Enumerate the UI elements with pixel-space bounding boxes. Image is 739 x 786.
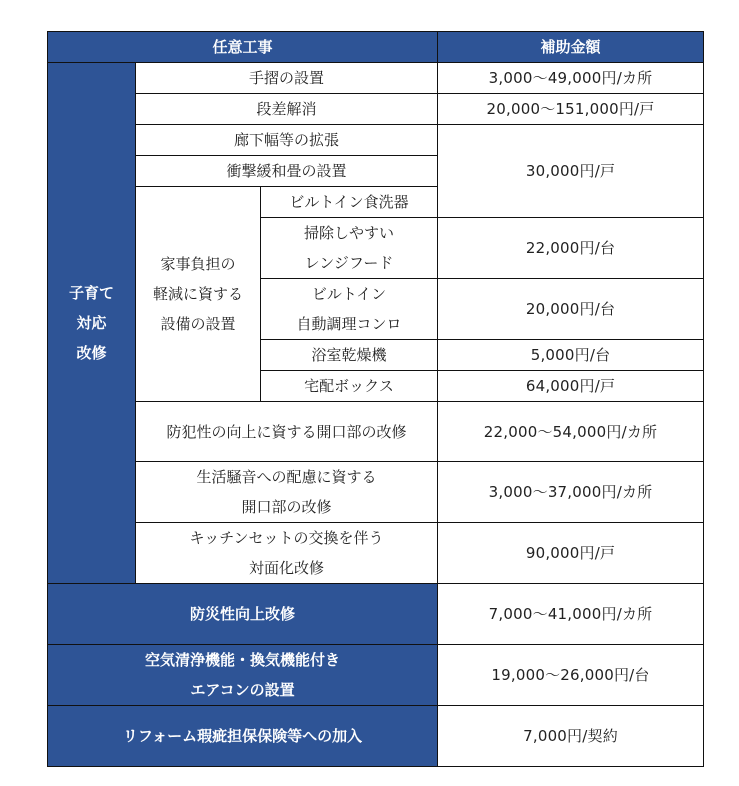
group-line: 家事負担の	[160, 255, 236, 273]
item-stove	[261, 279, 438, 340]
table-row	[48, 645, 704, 706]
header-amount: 補助金額	[438, 32, 704, 63]
table-row	[48, 584, 704, 645]
amount-insurance: 7,000円/契約	[438, 706, 704, 767]
table-header-row	[48, 32, 704, 63]
label-line: エアコンの設置	[190, 681, 295, 699]
amount-stove: 20,000円/台	[438, 279, 704, 340]
table-row	[48, 462, 704, 523]
label-line: 掃除しやすい	[304, 224, 395, 242]
group-line: 軽減に資する	[152, 285, 243, 303]
amount-shared-30000: 30,000円/戸	[438, 125, 704, 218]
category-line: 改修	[76, 344, 107, 362]
label-line: 空気清浄機能・換気機能付き	[145, 651, 341, 669]
label-line: 自動調理コンロ	[296, 315, 402, 333]
item-corridor: 廊下幅等の拡張	[136, 125, 438, 156]
table-row	[48, 125, 704, 156]
label-line: キッチンセットの交換を伴う	[189, 529, 384, 547]
category-aircon	[48, 645, 438, 706]
item-dryer: 浴室乾燥機	[261, 340, 438, 371]
amount-dryer: 5,000円/台	[438, 340, 704, 371]
amount-disaster: 7,000～41,000円/カ所	[438, 584, 704, 645]
amount-handrail: 3,000～49,000円/カ所	[438, 63, 704, 94]
item-rangehood	[261, 218, 438, 279]
item-handrail: 手摺の設置	[136, 63, 438, 94]
label-line: ビルトイン	[311, 285, 387, 303]
table-row	[48, 523, 704, 584]
category-child-renovation	[48, 63, 136, 584]
subsidy-table	[47, 31, 704, 767]
category-line: 対応	[76, 314, 107, 332]
item-dishwasher: ビルトイン食洗器	[261, 187, 438, 218]
amount-aircon: 19,000～26,000円/台	[438, 645, 704, 706]
label-line: レンジフード	[304, 254, 394, 272]
label-line: 対面化改修	[249, 559, 325, 577]
category-line: 子育て	[68, 284, 114, 302]
table-row	[48, 706, 704, 767]
label-line: 生活騒音への配慮に資する	[196, 468, 377, 486]
header-work: 任意工事	[48, 32, 438, 63]
table-row	[48, 402, 704, 462]
amount-crime-prevention: 22,000～54,000円/カ所	[438, 402, 704, 462]
table-row	[48, 94, 704, 125]
item-crime-prevention: 防犯性の向上に資する開口部の改修	[136, 402, 438, 462]
amount-step: 20,000～151,000円/戸	[438, 94, 704, 125]
group-housework	[136, 187, 261, 402]
item-step: 段差解消	[136, 94, 438, 125]
item-kitchen	[136, 523, 438, 584]
item-shock-tatami: 衝撃緩和畳の設置	[136, 156, 438, 187]
item-deliverybox: 宅配ボックス	[261, 371, 438, 402]
amount-kitchen: 90,000円/戸	[438, 523, 704, 584]
group-line: 設備の設置	[160, 315, 236, 333]
item-noise	[136, 462, 438, 523]
label-line: 開口部の改修	[241, 498, 332, 516]
amount-noise: 3,000～37,000円/カ所	[438, 462, 704, 523]
amount-rangehood: 22,000円/台	[438, 218, 704, 279]
category-disaster: 防災性向上改修	[48, 584, 438, 645]
category-insurance: リフォーム瑕疵担保保険等への加入	[48, 706, 438, 767]
table-row	[48, 63, 704, 94]
amount-deliverybox: 64,000円/戸	[438, 371, 704, 402]
